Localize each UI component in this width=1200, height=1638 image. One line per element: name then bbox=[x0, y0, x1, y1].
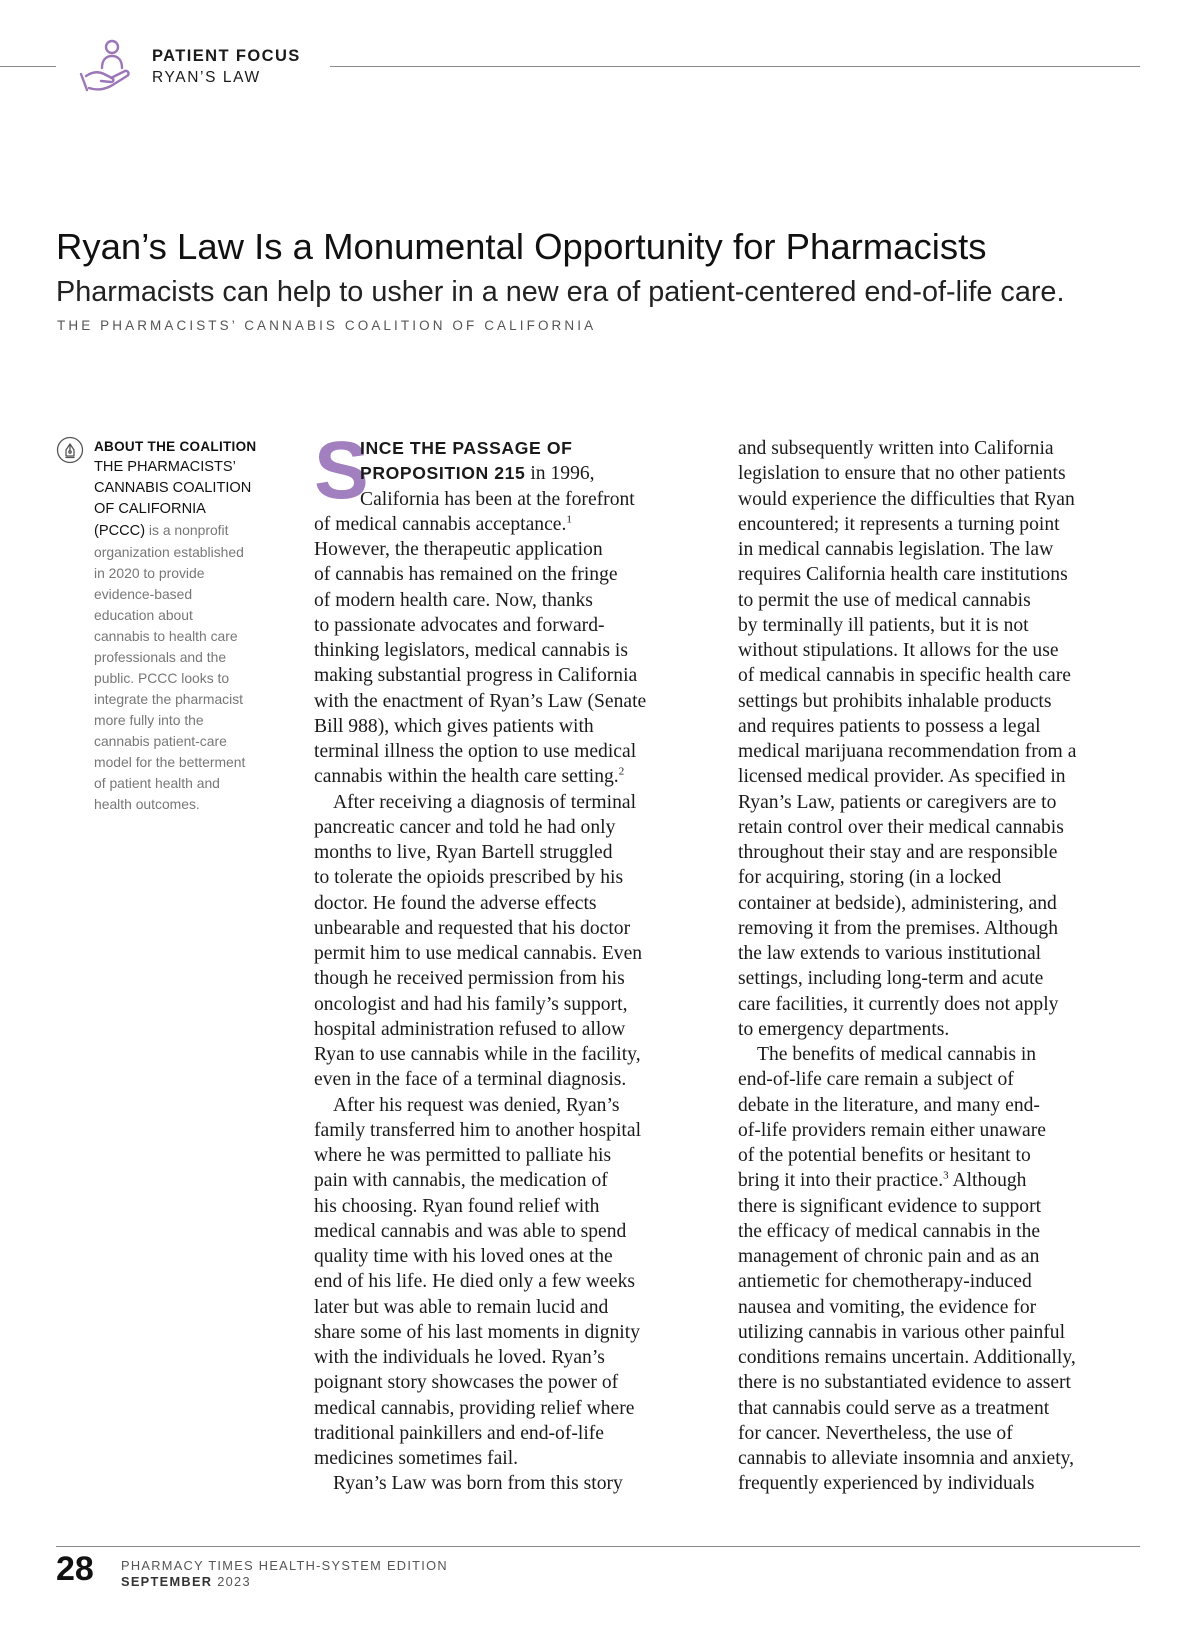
issue-date bbox=[121, 1574, 448, 1590]
body-line: nausea and vomiting, the evidence for bbox=[738, 1296, 1037, 1318]
body-line: removing it from the premises. Although bbox=[738, 917, 1058, 939]
body-line: to passionate advocates and forward- bbox=[314, 614, 605, 636]
body-line: Ryan to use cannabis while in the facility, bbox=[314, 1044, 641, 1065]
body-line: Bill 988), which gives patients with bbox=[314, 715, 594, 737]
body-line: of the potential benefits or hesitant to bbox=[738, 1145, 1031, 1166]
body-line: of modern health care. Now, thanks bbox=[314, 589, 593, 611]
body-line: with the enactment of Ryan’s Law (Senate bbox=[314, 690, 647, 712]
reference-marker: 3 bbox=[943, 1169, 949, 1182]
body-line: quality time with his loved ones at the bbox=[314, 1246, 613, 1267]
body-line: medical marijuana recommendation from a bbox=[738, 741, 1077, 762]
body-line: pancreatic cancer and told he had only bbox=[314, 816, 616, 838]
coalition-name-line: THE PHARMACISTS’ bbox=[94, 459, 236, 475]
body-column-middle bbox=[314, 436, 724, 1497]
body-line: in medical cannabis legislation. The law bbox=[738, 539, 1054, 560]
article-title: Ryan’s Law Is a Monumental Opportunity for Pharmacists bbox=[56, 226, 987, 267]
body-line: retain control over their medical cannabis bbox=[738, 816, 1064, 838]
issue-year: 2023 bbox=[217, 1574, 251, 1589]
body-line: Ryan’s Law was born from this story bbox=[333, 1473, 623, 1495]
body-line: settings but prohibits inhalable products bbox=[738, 690, 1052, 712]
body-line: the law extends to various institutional bbox=[738, 943, 1042, 964]
body-line: conditions remains uncertain. Additionally, bbox=[738, 1347, 1076, 1368]
body-line: The benefits of medical cannabis in bbox=[757, 1044, 1037, 1065]
body-line: care facilities, it currently does not apply bbox=[738, 993, 1059, 1015]
about-text-line: cannabis to health care bbox=[94, 628, 238, 644]
page-number: 28 bbox=[56, 1550, 94, 1588]
body-line: cannabis within the health care setting.$^2$ bbox=[314, 765, 625, 788]
body-line: permit him to use medical cannabis. Even bbox=[314, 943, 643, 964]
body-line: bring it into their practice.$^3$ Although bbox=[738, 1169, 1027, 1192]
body-line: pain with cannabis, the medication of bbox=[314, 1170, 608, 1192]
reference-marker: 1 bbox=[566, 513, 572, 526]
about-heading: ABOUT THE COALITION bbox=[94, 439, 257, 454]
body-line: throughout their stay and are responsible bbox=[738, 842, 1058, 863]
body-line: without stipulations. It allows for the use bbox=[738, 640, 1059, 661]
section-subtitle: RYAN’S LAW bbox=[152, 69, 261, 86]
hand-holding-person-icon bbox=[78, 38, 134, 94]
body-line: traditional painkillers and end-of-life bbox=[314, 1422, 604, 1444]
body-line: debate in the literature, and many end- bbox=[738, 1094, 1040, 1116]
body-line: making substantial progress in California bbox=[314, 665, 638, 687]
header-rule-right bbox=[330, 66, 1140, 67]
about-text-line: cannabis patient-care bbox=[94, 733, 227, 749]
about-text-line: more fully into the bbox=[94, 712, 204, 728]
body-line: for acquiring, storing (in a locked bbox=[738, 867, 1002, 889]
header-rule-left bbox=[0, 66, 56, 67]
about-text-line: evidence-based bbox=[94, 586, 193, 602]
about-text-line: organization established bbox=[94, 544, 244, 560]
body-line: of medical cannabis acceptance.$^1$ bbox=[314, 513, 572, 535]
body-line: frequently experienced by individuals bbox=[738, 1473, 1035, 1495]
body-column-right bbox=[738, 436, 1146, 1497]
publication-name: PHARMACY TIMES HEALTH-SYSTEM EDITION bbox=[121, 1558, 448, 1573]
pen-nib-icon bbox=[56, 436, 84, 464]
reference-marker: 2 bbox=[618, 765, 625, 778]
body-line: medical cannabis and was able to spend bbox=[314, 1220, 627, 1242]
body-line: and requires patients to possess a legal bbox=[738, 715, 1041, 737]
body-line: with the individuals he loved. Ryan’s bbox=[314, 1347, 605, 1368]
body-line: though he received permission from his bbox=[314, 968, 625, 990]
about-text-line: in 2020 to provide bbox=[94, 565, 205, 581]
body-line: to emergency departments. bbox=[738, 1018, 950, 1040]
body-line: would experience the difficulties that Ryan bbox=[738, 488, 1075, 510]
drop-cap: S bbox=[314, 425, 369, 516]
body-line: and subsequently written into California bbox=[738, 438, 1054, 459]
about-text-line: public. PCCC looks to bbox=[94, 670, 230, 686]
about-text-line: integrate the pharmacist bbox=[94, 691, 244, 707]
body-line: there is no substantiated evidence to assert bbox=[738, 1372, 1071, 1394]
body-line: California has been at the forefront bbox=[360, 488, 635, 510]
body-line: of medical cannabis in specific health care bbox=[738, 665, 1071, 687]
body-line: later but was able to remain lucid and bbox=[314, 1296, 609, 1318]
body-line: After receiving a diagnosis of terminal bbox=[333, 791, 637, 813]
body-line: doctor. He found the adverse effects bbox=[314, 892, 597, 914]
body-line: family transferred him to another hospital bbox=[314, 1119, 642, 1141]
body-line: However, the therapeutic application bbox=[314, 539, 603, 560]
about-text-line: health outcomes. bbox=[94, 796, 200, 812]
body-line: of cannabis has remained on the fringe bbox=[314, 564, 618, 586]
body-line: management of chronic pain and as an bbox=[738, 1246, 1040, 1267]
body-line: terminal illness the option to use medical bbox=[314, 741, 637, 762]
article-deck: Pharmacists can help to usher in a new era of patient-centered end-of-life care. bbox=[56, 276, 1065, 308]
body-line: INCE THE PASSAGE OF bbox=[360, 438, 573, 458]
body-line: there is significant evidence to support bbox=[738, 1195, 1042, 1217]
body-line: to tolerate the opioids prescribed by his bbox=[314, 867, 624, 889]
body-line: requires California health care institutions bbox=[738, 564, 1068, 586]
issue-month: SEPTEMBER bbox=[121, 1574, 213, 1589]
body-line: end of his life. He died only a few weeks bbox=[314, 1271, 636, 1293]
body-line: thinking legislators, medical cannabis is bbox=[314, 640, 628, 661]
body-line: to permit the use of medical cannabis bbox=[738, 589, 1031, 611]
publication-info bbox=[121, 1558, 448, 1590]
body-line: share some of his last moments in dignity bbox=[314, 1321, 640, 1343]
about-text-line: (PCCC) is a nonprofit bbox=[94, 522, 229, 539]
body-line: poignant story showcases the power of bbox=[314, 1372, 619, 1394]
body-line: PROPOSITION 215 in 1996, bbox=[360, 463, 595, 485]
body-line: legislation to ensure that no other patients bbox=[738, 463, 1066, 485]
body-line: utilizing cannabis in various other painful bbox=[738, 1321, 1066, 1343]
body-line: for cancer. Nevertheless, the use of bbox=[738, 1422, 1013, 1444]
body-line: months to live, Ryan Bartell struggled bbox=[314, 842, 613, 863]
body-line: end-of-life care remain a subject of bbox=[738, 1069, 1014, 1091]
footer-rule bbox=[56, 1546, 1140, 1547]
body-line: unbearable and requested that his doctor bbox=[314, 917, 631, 939]
body-line: container at bedside), administering, and bbox=[738, 892, 1057, 914]
body-line: where he was permitted to palliate his bbox=[314, 1145, 612, 1166]
body-line: of-life providers remain either unaware bbox=[738, 1119, 1046, 1141]
body-line: the efficacy of medical cannabis in the bbox=[738, 1220, 1041, 1242]
about-text-line: education about bbox=[94, 607, 193, 623]
body-line: Ryan’s Law, patients or caregivers are to bbox=[738, 791, 1057, 813]
body-line: antiemetic for chemotherapy-induced bbox=[738, 1271, 1032, 1293]
body-line: medicines sometimes fail. bbox=[314, 1448, 519, 1469]
body-line: by terminally ill patients, but it is not bbox=[738, 614, 1029, 636]
body-line: that cannabis could serve as a treatment bbox=[738, 1397, 1050, 1419]
body-line: cannabis to alleviate insomnia and anxiety, bbox=[738, 1448, 1075, 1469]
about-text-line: model for the betterment bbox=[94, 754, 246, 770]
body-line: even in the face of a terminal diagnosis. bbox=[314, 1069, 627, 1091]
body-line: encountered; it represents a turning point bbox=[738, 513, 1060, 535]
section-label bbox=[152, 46, 301, 88]
body-line: his choosing. Ryan found relief with bbox=[314, 1195, 600, 1217]
body-line: hospital administration refused to allow bbox=[314, 1018, 626, 1040]
coalition-abbr: (PCCC) bbox=[94, 523, 146, 539]
body-line: After his request was denied, Ryan’s bbox=[333, 1094, 620, 1116]
coalition-name-line: CANNABIS COALITION bbox=[94, 480, 252, 496]
about-text-line: of patient health and bbox=[94, 775, 220, 791]
body-line: settings, including long-term and acute bbox=[738, 968, 1044, 990]
about-text-line: professionals and the bbox=[94, 649, 227, 665]
body-line: oncologist and had his family’s support, bbox=[314, 993, 628, 1015]
section-title: PATIENT FOCUS bbox=[152, 47, 301, 65]
about-coalition-sidebar bbox=[94, 436, 274, 815]
article-byline: THE PHARMACISTS’ CANNABIS COALITION OF CALIFORNIA bbox=[57, 318, 597, 333]
body-line: licensed medical provider. As specified in bbox=[738, 766, 1066, 788]
coalition-name-line: OF CALIFORNIA bbox=[94, 501, 206, 517]
body-line: medical cannabis, providing relief where bbox=[314, 1397, 635, 1419]
